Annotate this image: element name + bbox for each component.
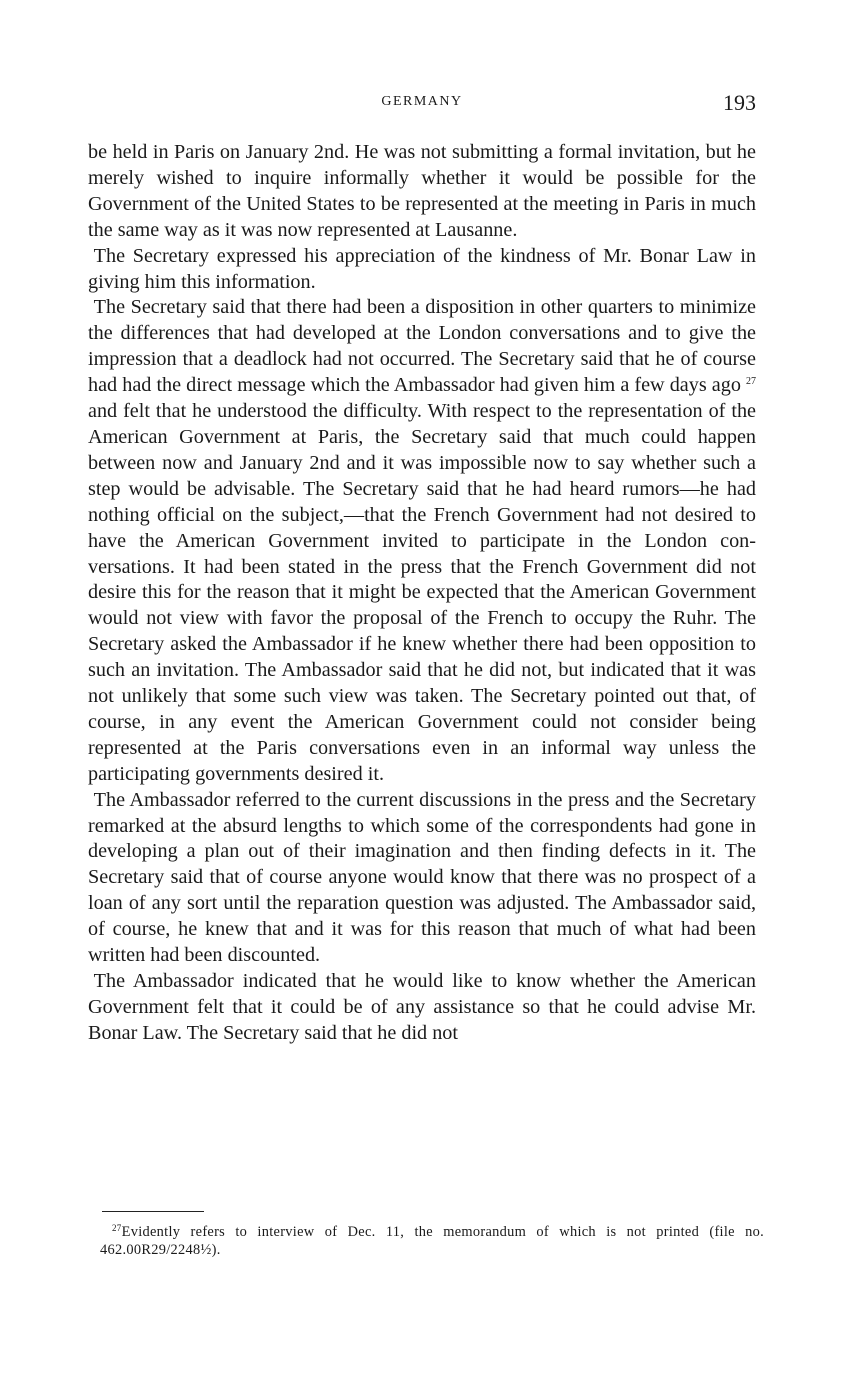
paragraph	[88, 295, 756, 787]
running-head: GERMANY	[381, 94, 463, 109]
footnote	[100, 1223, 764, 1259]
body-text	[88, 140, 756, 1047]
footnote-body: Evidently refers to interview of Dec. 11, the memorandum of which is not printed (file no. 462.00R29/2248½).	[100, 1224, 764, 1258]
footnote-reference: 27	[746, 376, 756, 388]
footnote-divider	[102, 1211, 204, 1212]
paragraph-text: and felt that he understood the difficulty. With respect to the representation of the American Government at Paris, the Secretary said that much could happen between now and January 2nd and it was impossible now to say whether such a step would be advisable. The Secretary said that he had heard rumors—he had nothing official on the subject,—that the French Government had not desired to have the American Government invited to participate in the London conversations. It had been stated in the press that the French Government did not desire this for the reason that it might be expected that the American Government would not view with favor the proposal of the French to occupy the Ruhr. The Secretary asked the Ambassador if he knew whether there had been opposition to such an invitation. The Ambassador said that he did not, but indicated that it was not unlikely that some such view was taken. The Secretary pointed out that, of course, in any event the American Government could not consider being represented at the Paris conversations even in an informal way unless the participating governments desired it.	[88, 400, 756, 785]
footnote-text	[100, 1223, 764, 1259]
paragraph: The Secretary expressed his appreciation of the kindness of Mr. Bonar Law in giving him this information.	[88, 244, 756, 293]
page-number: 193	[723, 90, 756, 115]
page-header	[88, 92, 756, 122]
paragraph: The Ambassador indicated that he would like to know whether the American Government felt that it could be of any assistance so that he could advise Mr. Bonar Law. The Secretary said that he did not	[88, 970, 756, 1044]
paragraph: be held in Paris on January 2nd. He was not submitting a formal invitation, but he merely wished to inquire informally whether it would be possible for the Government of the United States to be represented at the meeting in Paris in much the same way as it was now represented at Lausanne.	[88, 141, 756, 241]
paragraph-text: The Secretary said that there had been a disposition in other quarters to minimize the differences that had developed at the London conversations and to give the impression that a deadlock had not occurred. The Secretary said that he of course had had the direct message which the Ambassador had given him a few days ago	[88, 296, 756, 397]
paragraph: The Ambassador referred to the current discussions in the press and the Secretary remarked at the absurd lengths to which some of the correspondents had gone in developing a plan out of their imagination and then finding defects in it. The Secretary said that of course anyone would know that there was no prospect of a loan of any sort until the reparation question was adjusted. The Ambassador said, of course, he knew that and it was for this reason that much of what had been written had been discounted.	[88, 788, 756, 967]
footnote-marker: 27	[112, 1223, 122, 1233]
